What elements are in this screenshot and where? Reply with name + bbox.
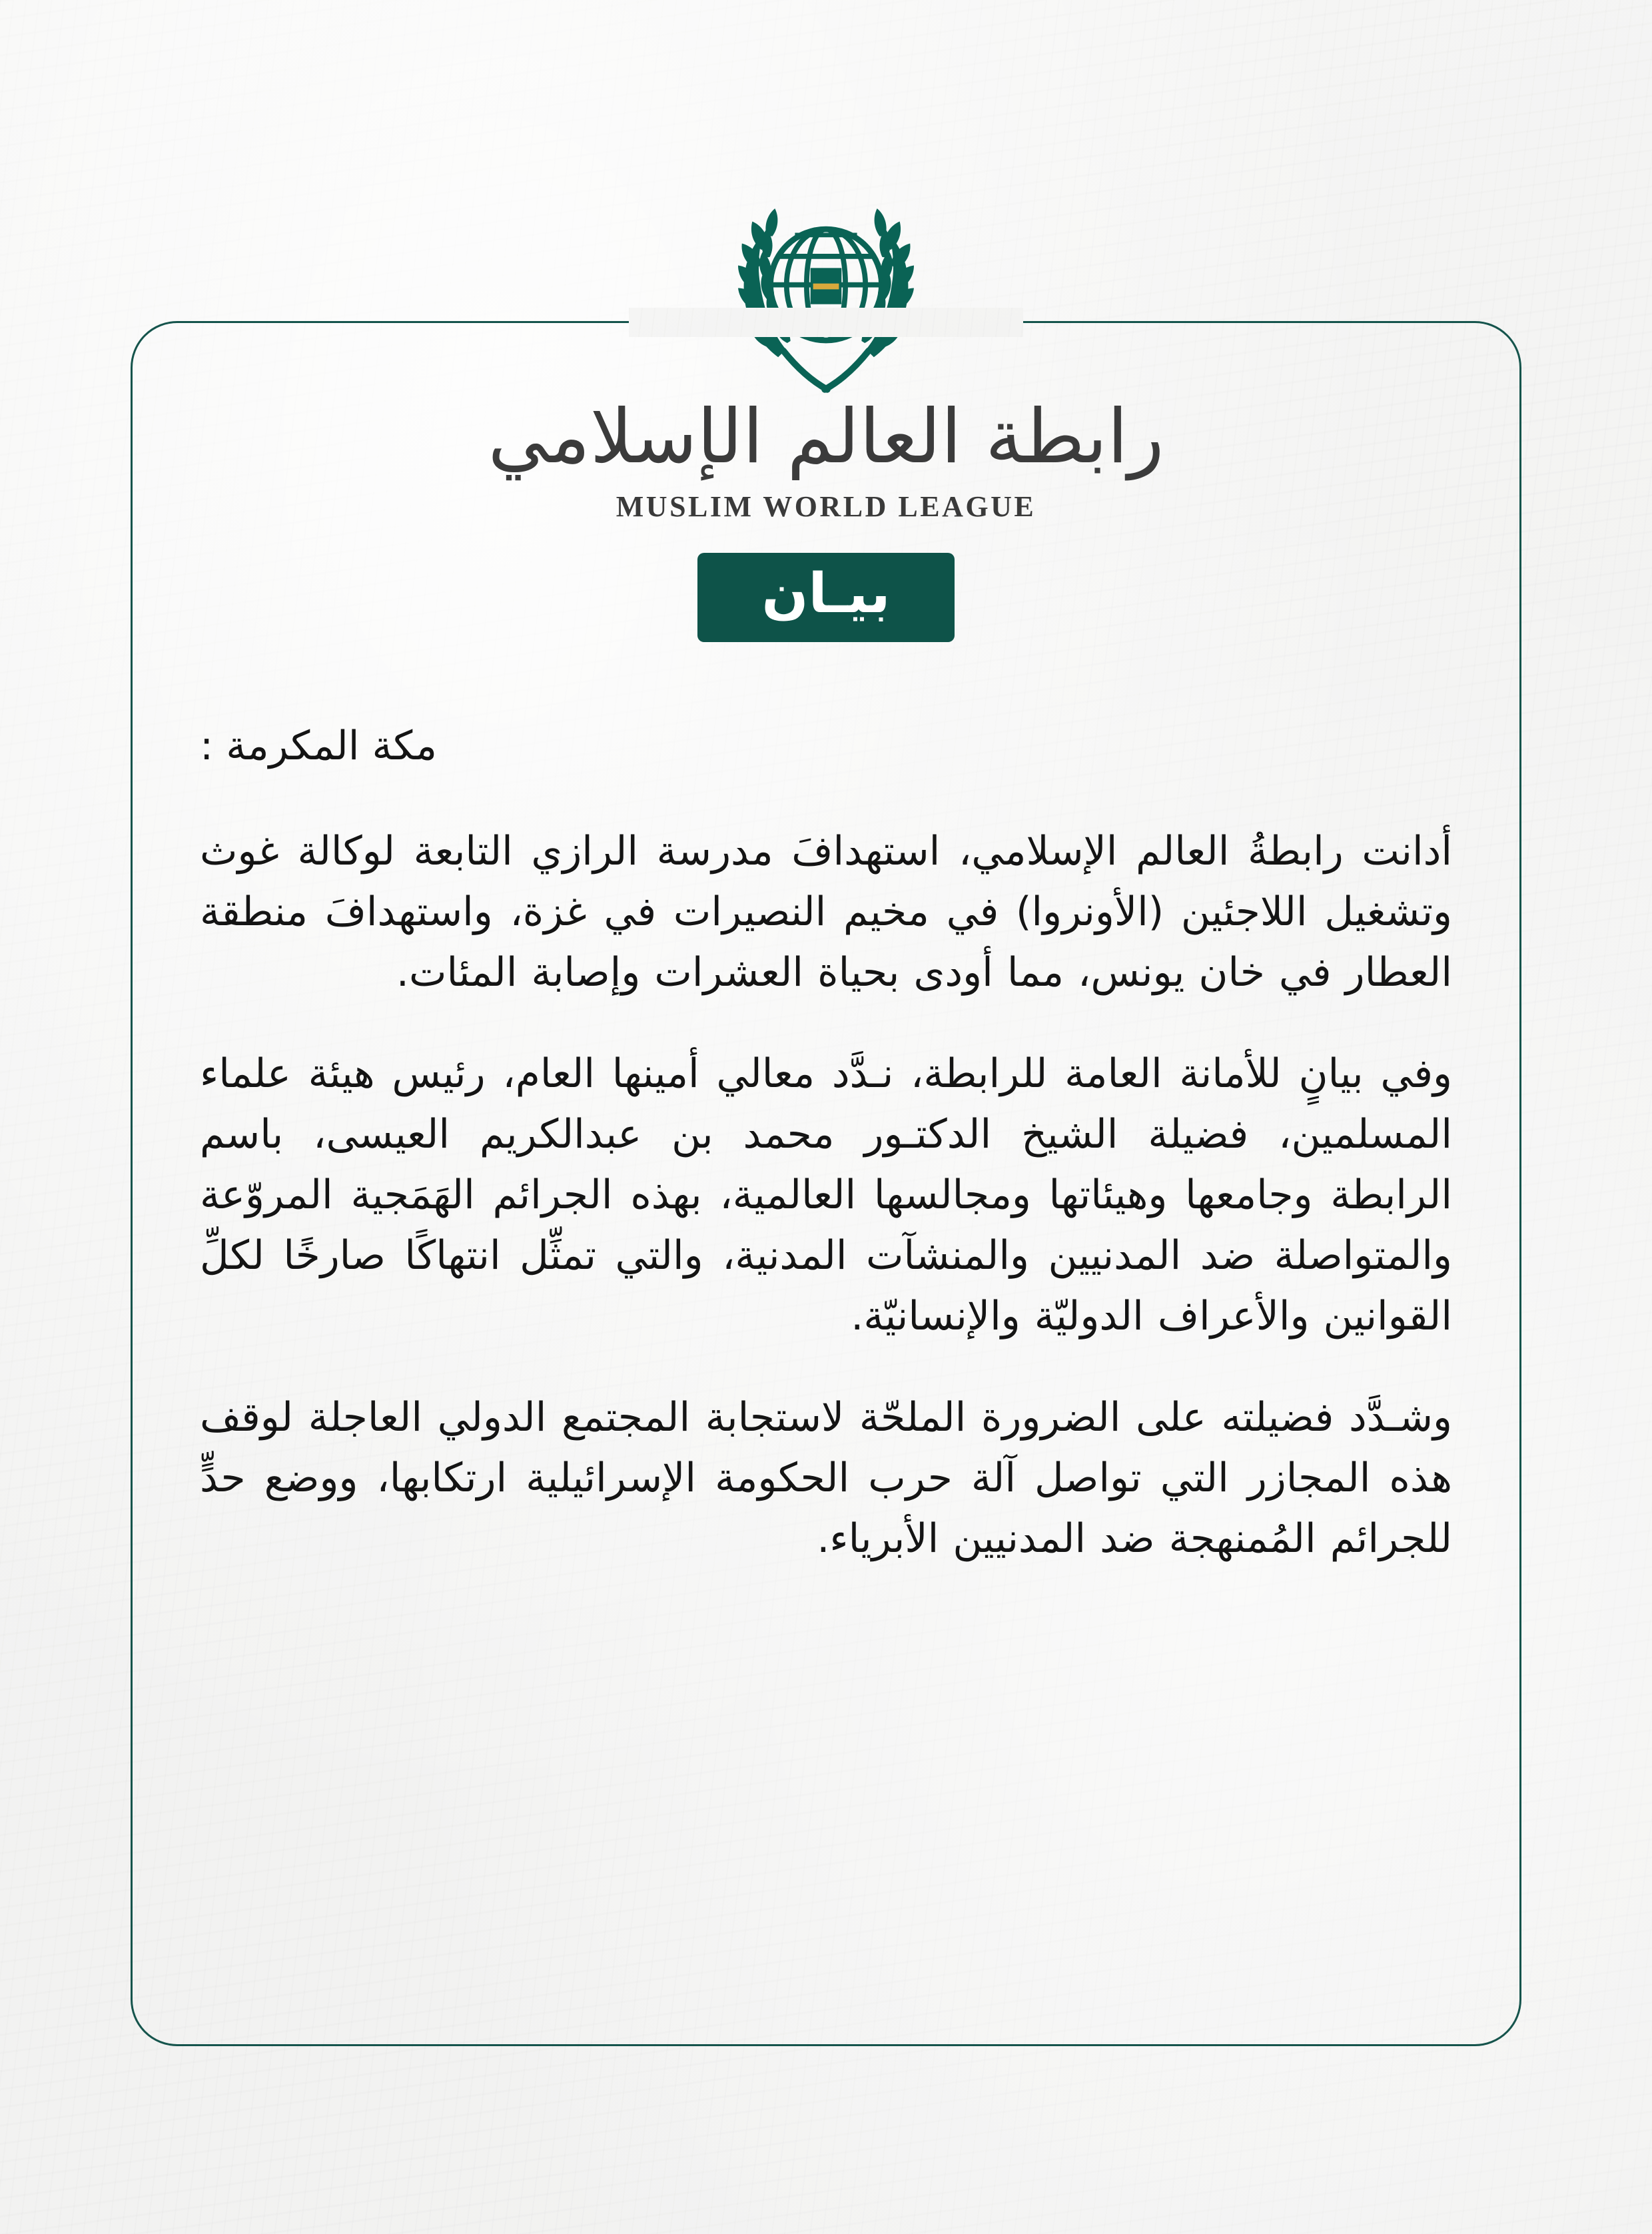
statement-banner-wrap bbox=[0, 553, 1652, 642]
organization-wordmark bbox=[0, 394, 1652, 524]
wordmark-english: MUSLIM WORLD LEAGUE bbox=[616, 490, 1036, 523]
frame-gap-behind-emblem bbox=[629, 308, 1023, 337]
statement-body bbox=[200, 716, 1452, 1569]
wordmark-arabic: رابطة العالم الإسلامي bbox=[488, 394, 1164, 480]
statement-banner: بيـان bbox=[697, 553, 954, 642]
paragraph-3: وشـدَّد فضيلته على الضرورة الملحّة لاستجابة المجتمع الدولي العاجلة لوقف هذه المجازر التي تواصل آلة حرب الحكومة الإسرائيلية ارتكابها، ووضع حدٍّ للجرائم المُمنهجة ضد المدنيين الأبرياء. bbox=[200, 1393, 1452, 1562]
dateline: مكة المكرمة : bbox=[200, 723, 437, 769]
muslim-world-league-emblem bbox=[716, 188, 936, 408]
paragraph-2: وفي بيانٍ للأمانة العامة للرابطة، نـدَّد معالي أمينها العام، رئيس هيئة علماء المسلمين، فضيلة الشيخ الدكتـور محمد بن عبدالكريم العيسى، باسم الرابطة وجامعها وهيئاتها ومجالسها العالمية، بهذه الجرائم الهَمَجية المروّعة والمتواصلة ضد المدنيين والمنشآت المدنية، والتي تمثِّل انتهاكًا صارخًا لكلِّ القوانين والأعراف الدوليّة والإنسانيّة. bbox=[200, 1050, 1452, 1340]
paragraph-1: أدانت رابطةُ العالم الإسلامي، استهدافَ مدرسة الرازي التابعة لوكالة غوث وتشغيل اللاجئين (الأونروا) في مخيم النصيرات في غزة، واستهدافَ منطقة العطار في خان يونس، مما أودى بحياة العشرات وإصابة المئات. bbox=[200, 828, 1452, 996]
